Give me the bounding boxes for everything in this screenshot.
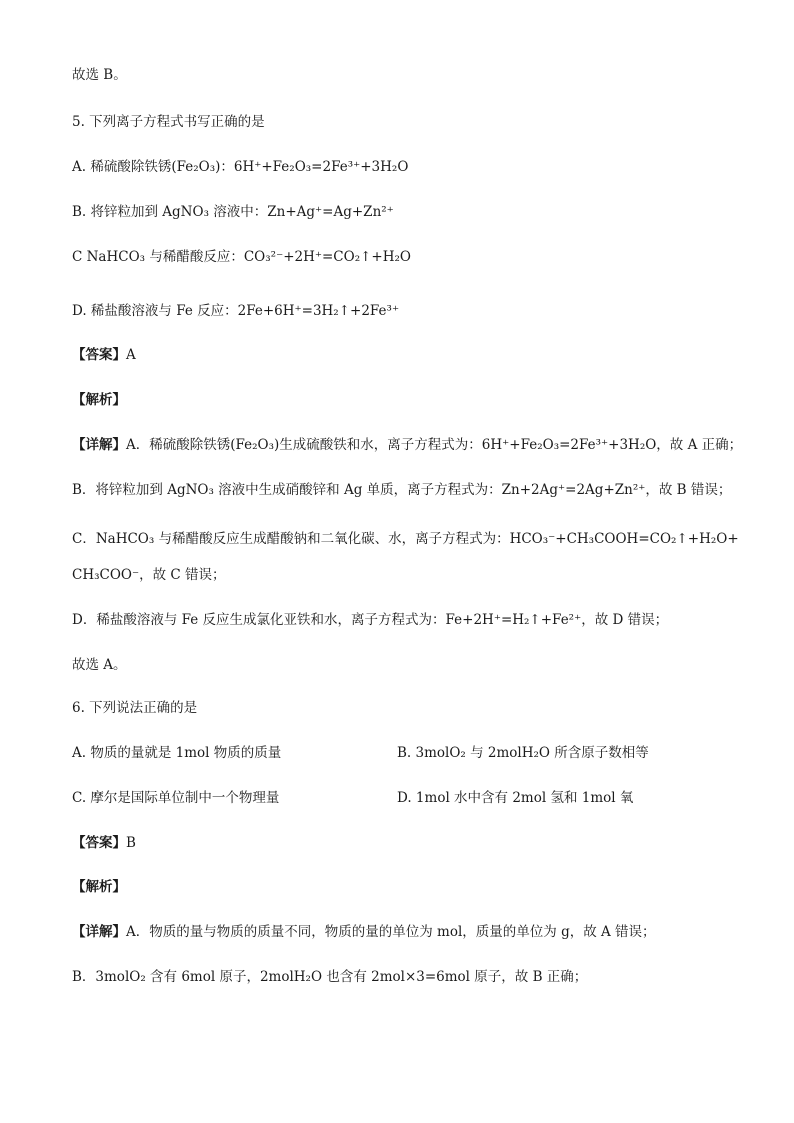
answer-value: A: [126, 347, 136, 363]
answer-5: [72, 346, 136, 364]
q6-option-b: B. 3molO₂ 与 2molH₂O 所含原子数相等: [397, 745, 649, 761]
analysis-label: 【解析】: [72, 879, 126, 895]
answer-6: [72, 834, 136, 852]
explanation-b: B．将锌粒加到 AgNO₃ 溶液中生成硝酸锌和 Ag 单质，离子方程式为：Zn+2Ag⁺=2Ag+Zn²⁺，故 B 错误；: [72, 482, 732, 498]
text-line: 故选 B。: [72, 67, 127, 83]
explanation-a-text: A．物质的量与物质的质量不同，物质的量的单位为 mol，质量的单位为 g，故 A 错误；: [126, 924, 656, 940]
explanation-d: D．稀盐酸溶液与 Fe 反应生成氯化亚铁和水，离子方程式为：Fe+2H⁺=H₂↑+Fe²⁺，故 D 错误；: [72, 612, 669, 628]
question-6: 6. 下列说法正确的是: [72, 700, 198, 716]
explanation-c-2: CH₃COO⁻，故 C 错误；: [72, 567, 226, 583]
q5-option-d: D. 稀盐酸溶液与 Fe 反应：2Fe+6H⁺=3H₂↑+2Fe³⁺: [72, 303, 400, 319]
q6-option-a: A. 物质的量就是 1mol 物质的质量: [72, 745, 282, 761]
answer-value: B: [126, 835, 136, 851]
answer-label: 【答案】: [72, 835, 126, 851]
explanation-a: [72, 436, 742, 454]
explanation-c-1: C．NaHCO₃ 与稀醋酸反应生成醋酸钠和二氧化碳、水，离子方程式为：HCO₃⁻+CH₃COOH=CO₂↑+H₂O+: [72, 531, 739, 547]
detail-label: 【详解】: [72, 924, 126, 940]
detail-label: 【详解】: [72, 437, 126, 453]
q5-option-c: C NaHCO₃ 与稀醋酸反应：CO₃²⁻+2H⁺=CO₂↑+H₂O: [72, 249, 411, 265]
analysis-label: 【解析】: [72, 392, 126, 408]
explanation-a-text: A．稀硫酸除铁锈(Fe₂O₃)生成硫酸铁和水，离子方程式为：6H⁺+Fe₂O₃=2Fe³⁺+3H₂O，故 A 正确；: [126, 437, 743, 453]
q5-option-b: B. 将锌粒加到 AgNO₃ 溶液中：Zn+Ag⁺=Ag+Zn²⁺: [72, 204, 394, 220]
answer-label: 【答案】: [72, 347, 126, 363]
question-5: 5. 下列离子方程式书写正确的是: [72, 114, 265, 130]
text-line: 故选 A。: [72, 657, 127, 673]
q6-option-c: C. 摩尔是国际单位制中一个物理量: [72, 790, 280, 806]
explanation-a: [72, 923, 656, 941]
explanation-b: B．3molO₂ 含有 6mol 原子，2molH₂O 也含有 2mol×3=6mol 原子，故 B 正确；: [72, 969, 588, 985]
q6-option-d: D. 1mol 水中含有 2mol 氢和 1mol 氧: [397, 790, 634, 806]
q5-option-a: A. 稀硫酸除铁锈(Fe₂O₃)：6H⁺+Fe₂O₃=2Fe³⁺+3H₂O: [72, 159, 409, 175]
